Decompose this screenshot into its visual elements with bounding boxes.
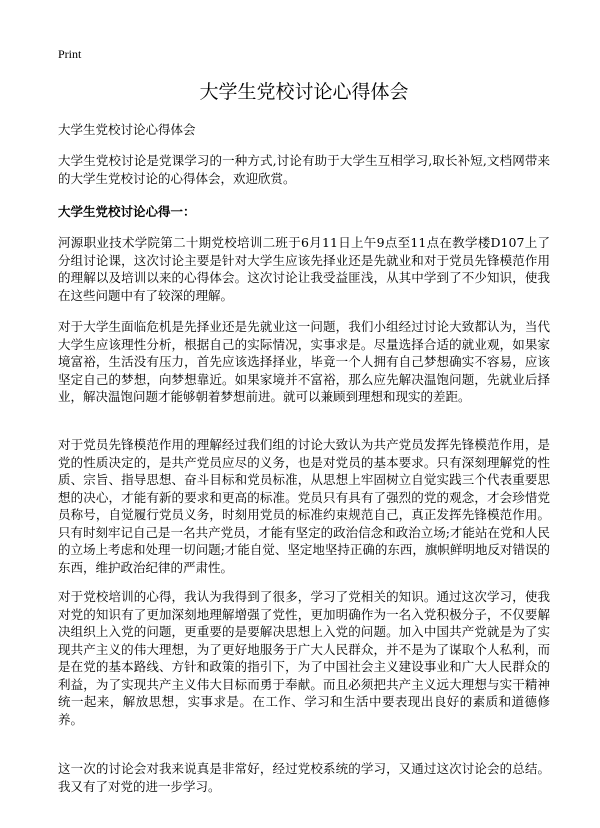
body-paragraph-4: 对于党校培训的心得，我认为我得到了很多，学习了党相关的知识。通过这次学习，使我对党的知识有了更加深刻地理解增强了党性，更加明确作为一名入党积极分子，不仅要解决组织上入党的问题，更重要的是要解决思想上入党的问题。加入中国共产党就是为了实现共产主义的伟大理想，为了更好地服务于广大人民群众，并不是为了谋取个人私利，而是在党的基本路线、方针和政策的指引下，为了中国社会主义建设事业和广大人民群众的利益，为了实现共产主义伟大目标而勇于奉献。而且必须把共产主义远大理想与实干精神统一起来，解放思想，实事求是。在工作、学习和生活中要表现出良好的素质和道德修养。 (58, 589, 550, 727)
page-title: 大学生党校讨论心得体会 (199, 81, 409, 103)
intro-paragraph: 大学生党校讨论是党课学习的一种方式,讨论有助于大学生互相学习,取长补短,文档网带来的大学生党校讨论的心得体会，欢迎欣赏。 (58, 153, 550, 186)
print-link[interactable]: Print (58, 47, 82, 61)
section-heading: 大学生党校讨论心得一： (58, 204, 196, 219)
body-paragraph-1: 河源职业技术学院第二十期党校培训二班于6月11日上午9点至11点在教学楼D107上了分组讨论课，这次讨论主要是针对大学生应该先择业还是先就业和对于党员先锋模范作用的理解以及培训以来的心得体会。这次讨论让我受益匪浅，从其中学到了不少知识，使我在这些问题中有了较深的理解。 (58, 235, 550, 303)
body-paragraph-3: 对于党员先锋模范作用的理解经过我们组的讨论大致认为共产党员发挥先锋模范作用，是党的性质决定的，是共产党员应尽的义务，也是对党员的基本要求。只有深刻理解党的性质、宗旨、指导思想、奋斗目标和党员标准，从思想上牢固树立自觉实践三个代表重要思想的决心，才能有新的要求和更高的标准。党员只有具有了强烈的党的观念，才会珍惜党员称号，自觉履行党员义务，时刻用党员的标准约束规范自己，真正发挥先锋模范作用。只有时刻牢记自己是一名共产党员，才能有坚定的政治信念和政治立场;才能站在党和人民的立场上考虑和处理一切问题;才能自觉、坚定地坚持正确的东西，旗帜鲜明地反对错误的东西，维护政治纪律的严肃性。 (58, 437, 550, 575)
body-paragraph-5: 这一次的讨论会对我来说真是非常好，经过党校系统的学习，又通过这次讨论会的总结。我又有了对党的进一步学习。 (58, 761, 550, 794)
document-subtitle: 大学生党校讨论心得体会 (58, 122, 196, 137)
body-paragraph-2: 对于大学生面临危机是先择业还是先就业这一问题，我们小组经过讨论大致都认为，当代大学生应该理性分析，根据自己的实际情况，实事求是。尽量选择合适的就业观，如果家境富裕，生活没有压力，首先应该选择择业，毕竟一个人拥有自己梦想确实不容易，应该坚定自己的梦想，向梦想靠近。如果家境并不富裕，那么应先解决温饱问题，先就业后择业，解决温饱问题才能够朝着梦想前进。就可以兼顾到理想和现实的差距。 (58, 319, 550, 404)
